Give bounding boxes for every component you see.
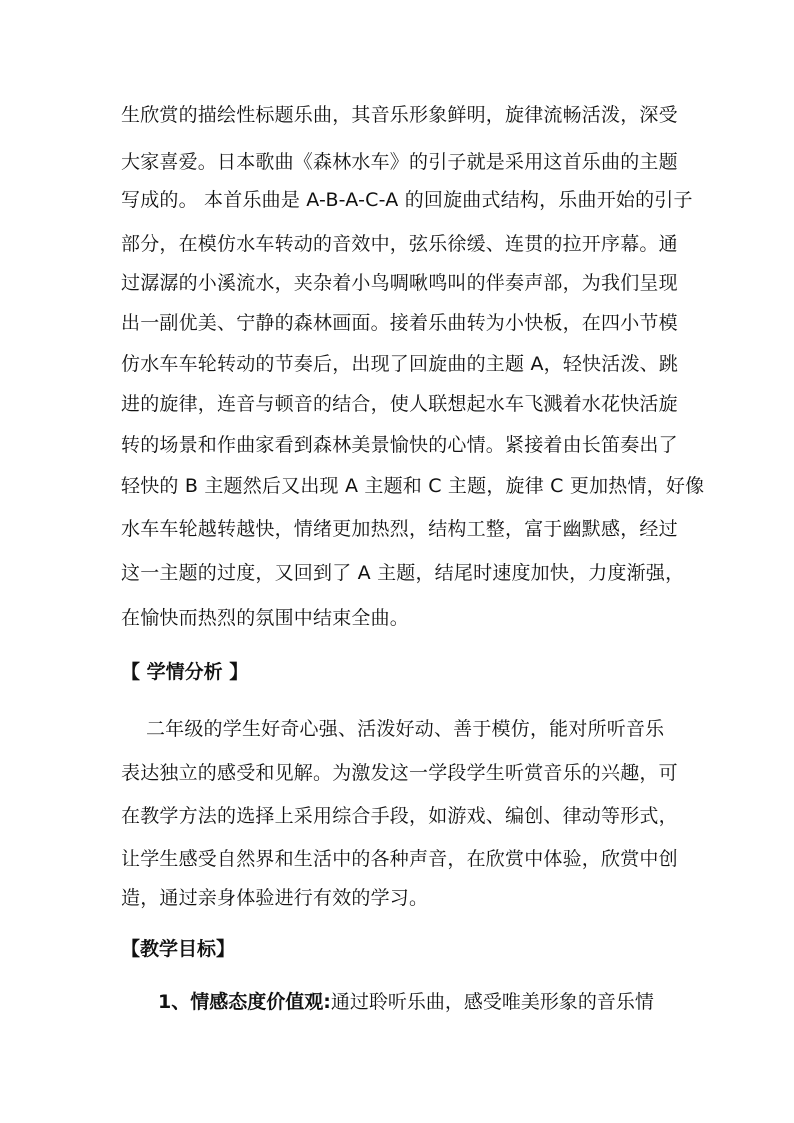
paragraph-line: 这一主题的过度，又回到了 A 主题，结尾时速度加快，力度渐强， [121, 562, 685, 584]
paragraph-line: 出一副优美、宁静的森林画面。接着乐曲转为小快板，在四小节模 [121, 312, 678, 334]
paragraph-line: 在教学方法的选择上采用综合手段，如游戏、编创、律动等形式， [121, 805, 678, 827]
paragraph-line: 转的场景和作曲家看到森林美景愉快的心情。紧接着由长笛奏出了 [121, 434, 678, 456]
paragraph-line: 过潺潺的小溪流水，夹杂着小鸟啁啾鸣叫的伴奏声部，为我们呈现 [121, 272, 678, 294]
section-heading-learning-analysis: 【 学情分析 】 [121, 661, 249, 683]
section-heading-teaching-goals: 【教学目标】 [121, 938, 236, 960]
goal-item-1 [158, 990, 654, 1014]
paragraph-line: 轻快的 B 主题然后又出现 A 主题和 C 主题，旋律 C 更加热情，好像 [121, 475, 705, 497]
goal-item-label: 1、情感态度价值观: [158, 991, 331, 1013]
paragraph-line: 进的旋律，连音与顿音的结合，使人联想起水车飞溅着水花快活旋 [121, 393, 678, 415]
paragraph-line: 写成的。 本首乐曲是 A-B-A-C-A 的回旋曲式结构，乐曲开始的引子 [121, 189, 693, 211]
paragraph-line: 表达独立的感受和见解。为激发这一学段学生听赏音乐的兴趣，可 [121, 762, 678, 784]
paragraph-line: 部分，在模仿水车转动的音效中，弦乐徐缓、连贯的拉开序幕。通 [121, 233, 678, 255]
paragraph-line: 让学生感受自然界和生活中的各种声音，在欣赏中体验，欣赏中创 [121, 848, 678, 870]
paragraph-line: 在愉快而热烈的氛围中结束全曲。 [121, 607, 410, 629]
paragraph-line: 水车车轮越转越快，情绪更加热烈，结构工整，富于幽默感，经过 [121, 518, 678, 540]
paragraph-line: 二年级的学生好奇心强、活泼好动、善于模仿，能对所听音乐 [121, 718, 665, 740]
paragraph-line: 仿水车车轮转动的节奏后，出现了回旋曲的主题 A，轻快活泼、跳 [121, 353, 679, 375]
paragraph-line: 大家喜爱。日本歌曲《森林水车》的引子就是采用这首乐曲的主题 [121, 151, 678, 173]
paragraph-line: 生欣赏的描绘性标题乐曲，其音乐形象鲜明，旋律流畅活泼，深受 [121, 104, 678, 126]
paragraph-line: 造，通过亲身体验进行有效的学习。 [121, 887, 429, 909]
goal-item-text: 通过聆听乐曲，感受唯美形象的音乐情 [330, 991, 654, 1013]
